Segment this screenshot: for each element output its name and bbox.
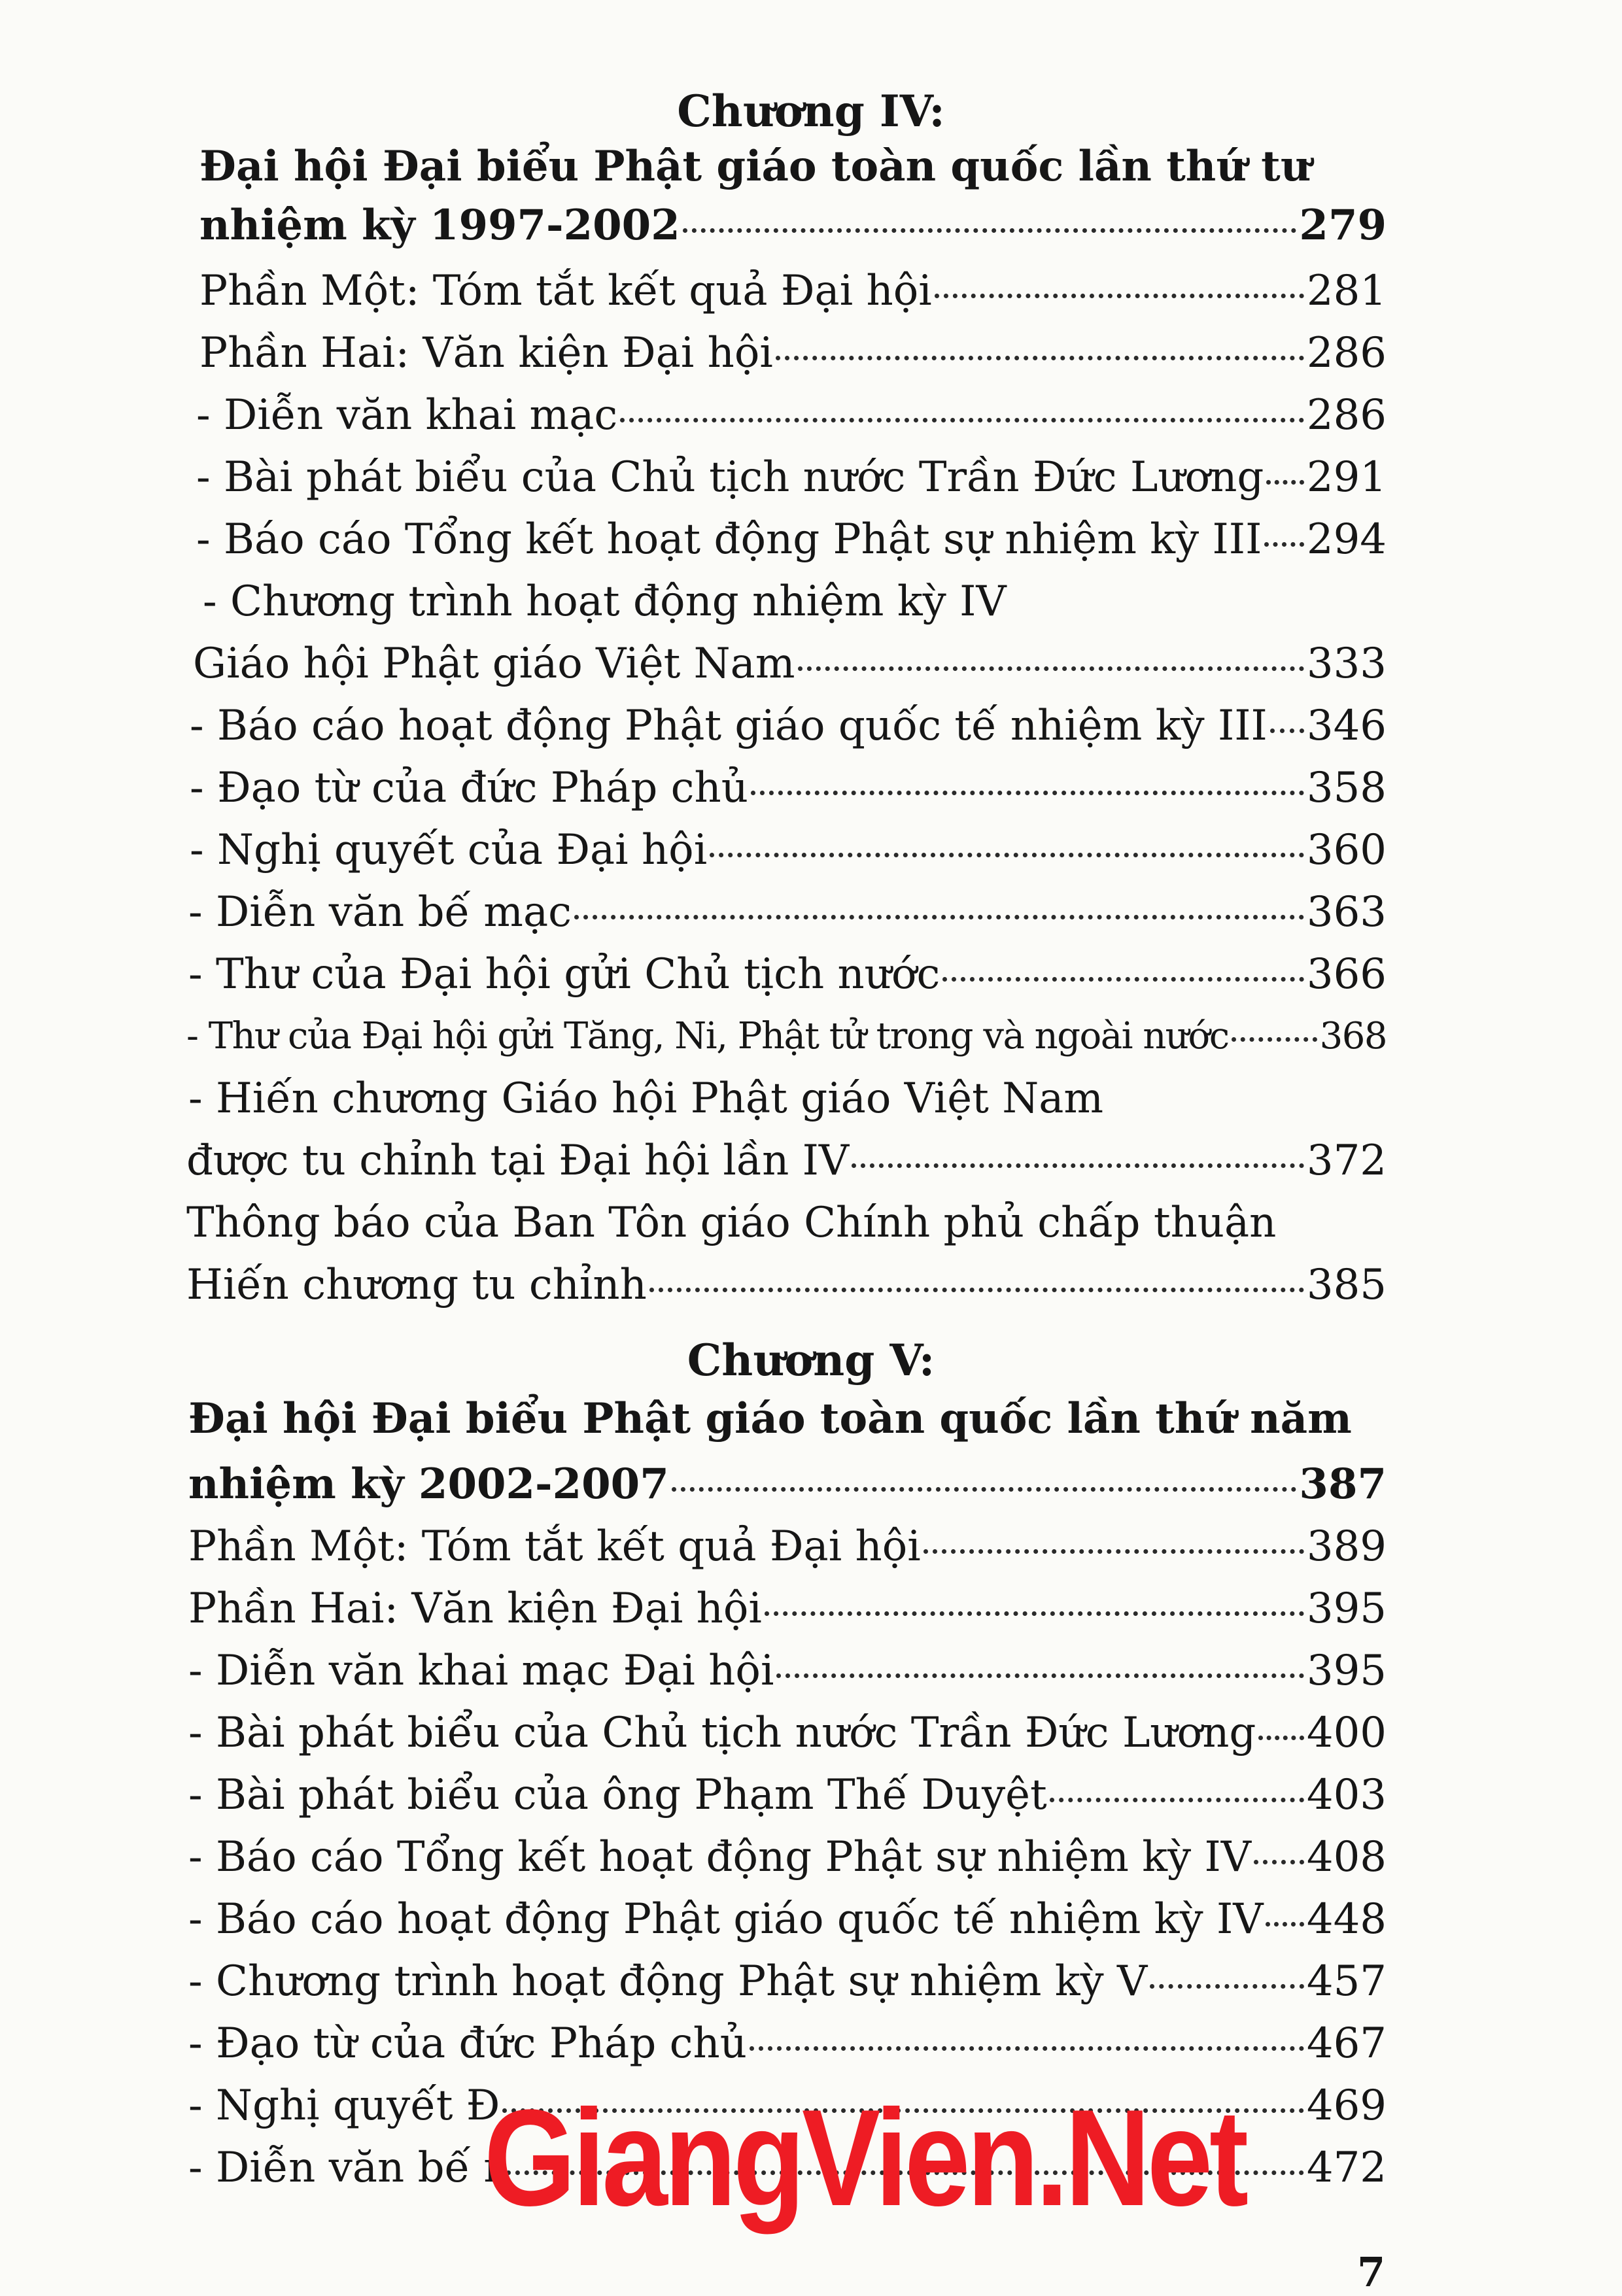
toc-entry-title: - Bài phát biểu của ông Phạm Thế Duyệt — [188, 1771, 1047, 1819]
toc-entry — [188, 1641, 1387, 1700]
toc-entry-page: 286 — [1306, 391, 1387, 439]
toc-entry-title: - Diễn văn bế mạc — [188, 888, 572, 936]
toc-entry — [190, 696, 1387, 755]
toc-entry-title: - Báo cáo hoạt động Phật giáo quốc tế nhiệm kỳ III — [190, 702, 1268, 750]
toc-entry-page: 346 — [1306, 702, 1387, 750]
toc-entry-title: nhiệm kỳ 2002-2007 — [188, 1460, 669, 1509]
dot-leader — [1270, 728, 1304, 733]
toc-entry — [188, 1890, 1387, 1949]
toc-entry-page: 363 — [1306, 888, 1387, 936]
toc-entry-title: - Báo cáo hoạt động Phật giáo quốc tế nhiệm kỳ IV — [188, 1895, 1264, 1944]
toc-entry — [193, 634, 1387, 693]
toc-entry-title: Phần Hai: Văn kiện Đại hội — [188, 1585, 762, 1633]
toc-entry — [188, 1766, 1387, 1825]
toc-entry-title: - Diễn văn khai mạc — [196, 391, 618, 439]
dot-leader — [1266, 1922, 1303, 1927]
toc-entry — [196, 510, 1387, 569]
toc-entry-page: 457 — [1306, 1957, 1387, 2006]
chapter-5-title: Đại hội Đại biểu Phật giáo toàn quốc lần thứ năm — [188, 1394, 1352, 1443]
toc-entry-title: - Diễn văn khai mạc Đại hội — [188, 1647, 774, 1695]
toc-entry-page: 279 — [1299, 201, 1387, 250]
toc-entry — [188, 945, 1387, 1004]
toc-entry-page: 467 — [1306, 2019, 1387, 2068]
toc-entry-title: Phần Một: Tóm tắt kết quả Đại hội — [188, 1522, 921, 1571]
toc-entry-page: 395 — [1306, 1647, 1387, 1695]
toc-entry-title: Phần Một: Tóm tắt kết quả Đại hội — [199, 267, 932, 315]
toc-entry-page: 385 — [1306, 1261, 1387, 1309]
chapter-4-heading: Chương IV: — [677, 86, 945, 137]
chapter-4-title: Đại hội Đại biểu Phật giáo toàn quốc lần thứ tư — [199, 142, 1311, 191]
toc-entry — [199, 324, 1387, 383]
toc-entry — [188, 1579, 1387, 1638]
dot-leader — [649, 1288, 1304, 1292]
toc-entry — [186, 1007, 1387, 1066]
toc-entry-title: nhiệm kỳ 1997-2002 — [199, 201, 680, 250]
toc-entry-title: - Thư của Đại hội gửi Chủ tịch nước — [188, 950, 940, 999]
dot-leader — [683, 228, 1297, 233]
dot-leader — [672, 1487, 1297, 1492]
dot-leader — [1266, 480, 1303, 485]
toc-entry-title: - Báo cáo Tổng kết hoạt động Phật sự nhiệm kỳ IV — [188, 1833, 1251, 1881]
toc-entry-title: được tu chỉnh tại Đại hội lần IV — [186, 1137, 850, 1185]
toc-entry — [186, 1193, 1298, 1252]
toc-entry-title: - Nghị quyết của Đại hội — [190, 826, 708, 874]
dot-leader — [710, 853, 1304, 857]
toc-entry — [196, 448, 1387, 507]
dot-leader — [620, 418, 1304, 422]
toc-entry — [188, 2014, 1387, 2073]
dot-leader — [574, 915, 1304, 919]
toc-entry-page: 387 — [1299, 1460, 1387, 1509]
toc-entry-title: - Báo cáo Tổng kết hoạt động Phật sự nhiệm kỳ III — [196, 515, 1262, 564]
dot-leader — [1150, 1984, 1304, 1989]
toc-entry — [190, 759, 1387, 817]
toc-entry-page: 472 — [1306, 2144, 1387, 2192]
toc-entry-title: - Hiến chương Giáo hội Phật giáo Việt Nam — [188, 1074, 1104, 1123]
toc-entry — [186, 1256, 1387, 1314]
dot-leader — [765, 1611, 1304, 1616]
toc-entry — [188, 1952, 1387, 2011]
toc-entry-title: - Chương trình hoạt động nhiệm kỳ IV — [203, 577, 1007, 626]
toc-entry-title: - Đạo từ của đức Pháp chủ — [190, 764, 748, 812]
toc-entry-page: 360 — [1306, 826, 1387, 874]
toc-entry-page: 403 — [1306, 1771, 1387, 1819]
dot-leader — [942, 977, 1304, 982]
toc-entry-page: 291 — [1306, 453, 1387, 502]
page-number: 7 — [1357, 2248, 1386, 2296]
dot-leader — [923, 1549, 1304, 1554]
toc-entry-page: 294 — [1306, 515, 1387, 564]
toc-entry-page: 408 — [1306, 1833, 1387, 1881]
toc-entry-page: 368 — [1319, 1015, 1387, 1057]
toc-entry-title: - Bài phát biểu của Chủ tịch nước Trần Đức Lương — [188, 1709, 1256, 1757]
toc-entry — [203, 572, 1315, 631]
toc-entry-page: 469 — [1306, 2082, 1387, 2130]
toc-entry-page: 372 — [1306, 1137, 1387, 1185]
toc-entry-title: Giáo hội Phật giáo Việt Nam — [193, 640, 795, 688]
toc-entry-title: - Bài phát biểu của Chủ tịch nước Trần Đức Lương — [196, 453, 1264, 502]
toc-entry-page: 333 — [1306, 640, 1387, 688]
toc-entry — [188, 1069, 1300, 1128]
toc-entry-title: - Thư của Đại hội gửi Tăng, Ni, Phật tử trong và ngoài nước — [186, 1015, 1229, 1057]
dot-leader — [751, 791, 1304, 795]
toc-entry-title: Phần Hai: Văn kiện Đại hội — [199, 329, 773, 377]
dot-leader — [1050, 1798, 1304, 1802]
toc-entry-title: - Đạo từ của đức Pháp chủ — [188, 2019, 747, 2068]
toc-entry-page: 366 — [1306, 950, 1387, 999]
dot-leader — [1258, 1736, 1303, 1740]
dot-leader — [1232, 1037, 1317, 1042]
dot-leader — [1254, 1860, 1304, 1864]
toc-entry-title: - Nghị quyết Đ — [188, 2082, 500, 2130]
toc-entry-page: 281 — [1306, 267, 1387, 315]
dot-leader — [750, 2046, 1304, 2051]
toc-entry-title: Hiến chương tu chỉnh — [186, 1261, 647, 1309]
chapter-5-heading: Chương V: — [687, 1335, 935, 1386]
watermark-logo: GiangVien.Net — [484, 2081, 1245, 2235]
toc-entry-page: 358 — [1306, 764, 1387, 812]
dot-leader — [935, 294, 1304, 298]
dot-leader — [1264, 542, 1304, 547]
toc-entry-page: 448 — [1306, 1895, 1387, 1944]
toc-entry — [188, 1828, 1387, 1887]
toc-entry — [186, 1131, 1387, 1190]
toc-entry — [199, 262, 1387, 320]
toc-entry — [199, 196, 1387, 255]
toc-entry — [190, 821, 1387, 880]
toc-entry-page: 286 — [1306, 329, 1387, 377]
dot-leader — [798, 666, 1304, 671]
toc-entry-title: - Diễn văn bế r — [188, 2144, 504, 2192]
toc-entry — [188, 1517, 1387, 1576]
toc-entry-page: 389 — [1306, 1522, 1387, 1571]
dot-leader — [852, 1163, 1304, 1168]
toc-entry — [188, 1704, 1387, 1762]
toc-entry-title: Thông báo của Ban Tôn giáo Chính phủ chấp thuận — [186, 1199, 1277, 1247]
toc-entry — [188, 883, 1387, 942]
toc-entry-page: 395 — [1306, 1585, 1387, 1633]
toc-entry-title: - Chương trình hoạt động Phật sự nhiệm kỳ V — [188, 1957, 1148, 2006]
toc-entry-page: 400 — [1306, 1709, 1387, 1757]
dot-leader — [776, 1673, 1303, 1678]
toc-entry — [188, 1455, 1387, 1514]
toc-entry — [196, 386, 1387, 445]
dot-leader — [776, 356, 1304, 360]
